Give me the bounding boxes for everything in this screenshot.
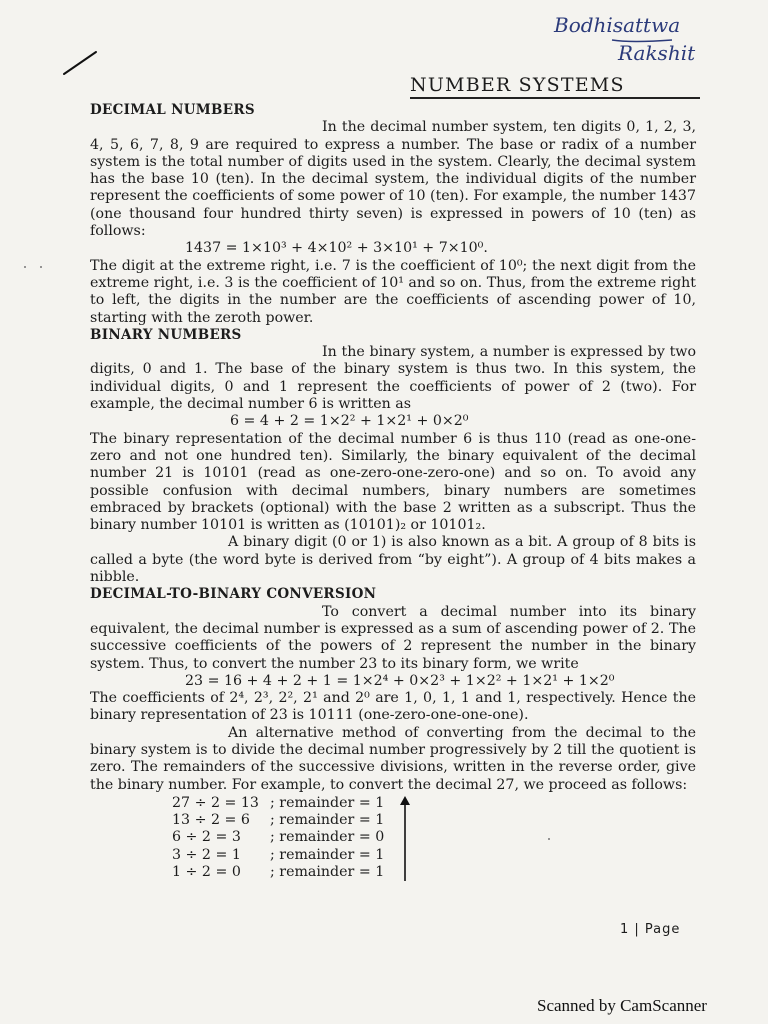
step-division: 13 ÷ 2 = 6 xyxy=(172,812,250,829)
division-step xyxy=(172,812,696,829)
page-number: 1 | Page xyxy=(620,922,681,937)
step-division: 27 ÷ 2 = 13 xyxy=(172,794,259,811)
paragraph-decimal-intro: In the decimal number system, ten digits 0, 1, 2, 3, 4, 5, 6, 7, 8, 9 are required to express a number. The base or radix of a number system is the total number of digits used in the system. Clearly, the decimal system has the base 10 (ten). In the decimal system, the individual digits of the number represent the coefficients of some power of 10 (ten). For example, the number 1437 (one thousand four hundred thirty seven) is expressed in powers of 10 (ten) as follows: xyxy=(90,119,696,240)
paragraph-bit-byte-nibble: A binary digit (0 or 1) is also known as a bit. A group of 8 bits is called a byte (the word byte is derived from “by eight”). A group of 4 bits makes a nibble. xyxy=(90,534,696,586)
step-division: 3 ÷ 2 = 1 xyxy=(172,846,241,863)
step-remainder: ; remainder = 1 xyxy=(270,846,385,863)
step-remainder: ; remainder = 1 xyxy=(270,812,385,829)
paragraph-conversion-intro: To convert a decimal number into its binary equivalent, the decimal number is expressed as a sum of ascending power of 2. The successive coefficients of the powers of 2 represent the number in the binary system. Thus, to convert the number 23 to its binary form, we write xyxy=(90,603,696,672)
equation-twenty-three: 23 = 16 + 4 + 2 + 1 = 1×2⁴ + 0×2³ + 1×2² + 1×2¹ + 1×2⁰ xyxy=(185,672,615,689)
scanner-watermark: Scanned by CamScanner xyxy=(537,996,707,1015)
equation-six: 6 = 4 + 2 = 1×2² + 1×2¹ + 0×2⁰ xyxy=(230,413,469,430)
paragraph-binary-representation: The binary representation of the decimal number 6 is thus 110 (read as one-one-zero and not one hundred ten). Similarly, the binary equivalent of the decimal number 21 is 10101 (read as one-zero-one-zero-one) and so on. To avoid any possible confusion with decimal numbers, binary numbers are sometimes embraced by brackets (optional) with the base 2 written as a subscript. Thus the binary number 10101 is written as (10101)₂ or 10101₂. xyxy=(90,430,696,534)
speck xyxy=(548,838,550,840)
division-steps xyxy=(90,795,696,881)
step-division: 6 ÷ 2 = 3 xyxy=(172,829,241,846)
division-step xyxy=(172,864,696,881)
speck xyxy=(24,266,26,268)
step-remainder: ; remainder = 1 xyxy=(270,794,385,811)
step-remainder: ; remainder = 1 xyxy=(270,864,385,881)
step-division: 1 ÷ 2 = 0 xyxy=(172,864,241,881)
paragraph-decimal-coefficients: The digit at the extreme right, i.e. 7 is the coefficient of 10⁰; the next digit from the extreme right, i.e. 3 is the coefficient of 10¹ and so on. Thus, from the extreme right to left, the digits in the number are the coefficients of ascending power of 10, starting with the zeroth power. xyxy=(90,257,696,326)
up-arrow-icon xyxy=(398,795,412,883)
paragraph-division-method: An alternative method of converting from the decimal to the binary system is to divide the decimal number progressively by 2 till the quotient is zero. The remainders of the successive divisions, written in the reverse order, give the binary number. For example, to convert the decimal 27, we proceed as follows: xyxy=(90,724,696,793)
signature-line2: Rakshit xyxy=(618,41,696,65)
speck xyxy=(40,266,42,268)
signature-line1: Bodhisattwa xyxy=(554,13,681,37)
document-body xyxy=(90,102,696,881)
paragraph-coefficients-23: The coefficients of 2⁴, 2³, 2², 2¹ and 2⁰ are 1, 0, 1, 1 and 1, respectively. Hence the binary representation of 23 is 10111 (one-zero-one-one-one). xyxy=(90,690,696,724)
equation-1437: 1437 = 1×10³ + 4×10² + 3×10¹ + 7×10⁰. xyxy=(185,240,488,257)
pen-stroke-mark xyxy=(62,50,98,76)
page-title: NUMBER SYSTEMS xyxy=(410,74,700,99)
paragraph-binary-intro: In the binary system, a number is expressed by two digits, 0 and 1. The base of the binary system is thus two. In this system, the individual digits, 0 and 1 represent the coefficients of power of 2 (two). For example, the decimal number 6 is written as xyxy=(90,344,696,413)
division-step xyxy=(172,847,696,864)
step-remainder: ; remainder = 0 xyxy=(270,829,385,846)
heading-binary-numbers: BINARY NUMBERS xyxy=(90,326,242,343)
division-step xyxy=(172,829,696,846)
heading-decimal-numbers: DECIMAL NUMBERS xyxy=(90,102,255,118)
division-step xyxy=(172,795,696,812)
heading-decimal-to-binary: DECIMAL-TO-BINARY CONVERSION xyxy=(90,586,377,603)
handwritten-signature xyxy=(552,10,752,68)
